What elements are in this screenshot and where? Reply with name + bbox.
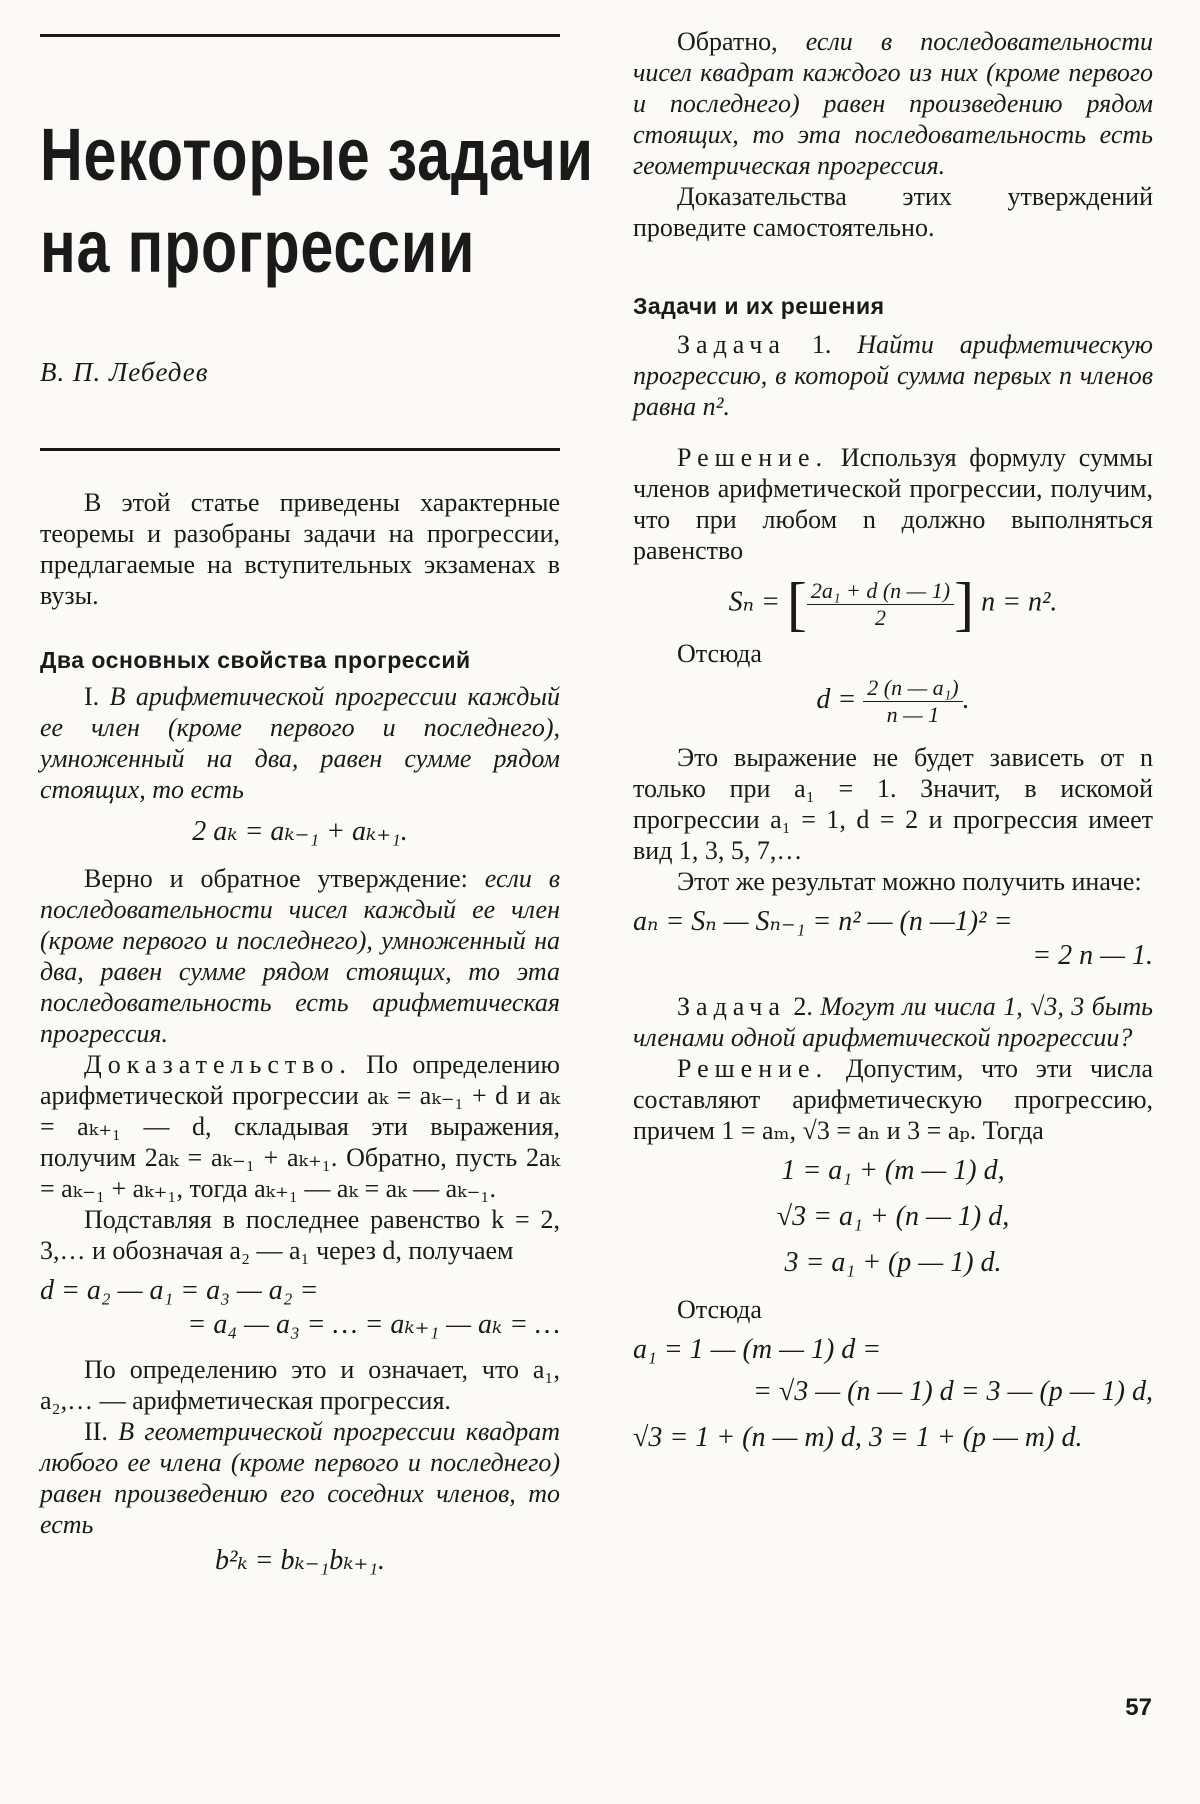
proof-paragraph bbox=[40, 1049, 560, 1204]
solution-2 bbox=[633, 1053, 1153, 1146]
formula-d bbox=[633, 675, 1153, 728]
formula-d-fraction bbox=[863, 675, 962, 728]
converse-1-lead: Верно и обратное утверждение: bbox=[84, 864, 485, 893]
left-column bbox=[40, 0, 594, 1578]
formula-sum-fraction bbox=[807, 578, 954, 631]
formula-d-line-2: = a₄ — a₃ = … = aₖ₊₁ — aₖ = … bbox=[187, 1309, 560, 1340]
task-2-text: Могут ли числа 1, √3, 3 быть членами одной арифметической прогрессии? bbox=[633, 992, 1154, 1052]
proof-exercise: Доказательства этих утверждений проведите самостоятельно. bbox=[633, 182, 1153, 242]
formula-an-line-1: aₙ = Sₙ — Sₙ₋₁ = n² — (n —1)² = bbox=[633, 906, 1013, 937]
formula-arith-property: 2 aₖ = aₖ₋₁ + aₖ₊₁. bbox=[192, 816, 408, 847]
right-bracket: ] bbox=[954, 571, 975, 637]
task-1 bbox=[633, 329, 1153, 422]
task-1-label: Задача bbox=[677, 330, 786, 359]
converse-2-text: если в последовательности чисел квадрат каждого из них (кроме первого и последнего) равен произведению рядом стоящих, то эта последовательность есть геометрическая прогрессия. bbox=[633, 27, 1153, 180]
solution-1 bbox=[633, 442, 1153, 566]
solution-1-label: Решение. bbox=[677, 443, 829, 472]
converse-1 bbox=[40, 863, 560, 1049]
property-1-lead: I. bbox=[84, 682, 110, 711]
property-2-text: В геометрической прогрессии квадрат любого ее члена (кроме первого и последнего) равен произведению его соседних членов, то есть bbox=[40, 1417, 560, 1539]
task-2-label: Задача bbox=[677, 992, 786, 1021]
formula-a1-line-1: a₁ = 1 — (m — 1) d = bbox=[633, 1334, 882, 1365]
left-bracket: [ bbox=[786, 571, 807, 637]
converse-2 bbox=[633, 26, 1153, 181]
alternative-paragraph: Этот же результат можно получить иначе: bbox=[677, 867, 1142, 896]
property-2 bbox=[40, 1416, 560, 1540]
formula-system-3: 3 = a₁ + (p — 1) d. bbox=[784, 1247, 1002, 1278]
formula-sum bbox=[633, 571, 1153, 637]
formula-final: √3 = 1 + (n — m) d, 3 = 1 + (p — m) d. bbox=[633, 1422, 1083, 1453]
hence-1: Отсюда bbox=[677, 639, 762, 668]
formula-d-lhs: d = bbox=[816, 683, 857, 715]
formula-sum-lhs: Sₙ = bbox=[728, 586, 780, 618]
property-1-text: В арифметической прогрессии каждый ее член (кроме первого и последнего), умноженный на два, равен сумме рядом стоящих, то есть bbox=[40, 682, 560, 804]
solution-1-text: Используя формулу суммы членов арифметической прогрессии, получим, что при любом n должно выполняться равенство bbox=[633, 443, 1153, 565]
converse-1-text: если в последовательности чисел каждый ее член (кроме первого и последнего), умноженный на два, равен сумме рядом стоящих, то эта последовательность есть арифметическая прогрессия. bbox=[40, 864, 560, 1048]
proof-label: Доказательство. bbox=[84, 1050, 352, 1079]
task-1-number: 1. bbox=[785, 330, 858, 359]
top-rule bbox=[40, 34, 560, 37]
section-heading-tasks: Задачи и их решения bbox=[633, 293, 885, 319]
page-number: 57 bbox=[1125, 1694, 1152, 1721]
substitution-paragraph: Подставляя в последнее равенство k = 2, 3,… и обозначая a₂ — a₁ через d, получаем bbox=[40, 1205, 560, 1265]
task-2-number: 2. bbox=[785, 992, 821, 1021]
property-2-lead: II. bbox=[84, 1417, 119, 1446]
intro-paragraph: В этой статье приведены характерные теоремы и разобраны задачи на прогрессии, предлагаемые на вступительных экзаменах в вузы. bbox=[40, 488, 560, 610]
author: В. П. Лебедев bbox=[40, 357, 209, 387]
formula-d-numerator: 2 (n — a₁) bbox=[863, 675, 962, 702]
title-line-1: Некоторые задачи bbox=[40, 113, 594, 196]
formula-sum-denominator: 2 bbox=[874, 604, 886, 630]
solution-2-label: Решение. bbox=[677, 1054, 829, 1083]
proof-text: По определению арифметической прогрессии aₖ = aₖ₋₁ + d и aₖ = aₖ₊₁ — d, складывая эти выражения, получим 2aₖ = aₖ₋₁ + aₖ₊₁. Обратно, пусть 2aₖ = aₖ₋₁ + aₖ₊₁, тогда aₖ₊₁ — aₖ = aₖ — aₖ₋₁. bbox=[40, 1050, 560, 1203]
formula-d-end: . bbox=[962, 683, 970, 715]
formula-system-2: √3 = a₁ + (n — 1) d, bbox=[776, 1201, 1010, 1232]
task-2 bbox=[633, 991, 1153, 1053]
converse-2-lead: Обратно, bbox=[677, 27, 806, 56]
formula-system-1: 1 = a₁ + (m — 1) d, bbox=[781, 1155, 1005, 1186]
formula-an-line-2: = 2 n — 1. bbox=[1032, 940, 1153, 971]
hence-2: Отсюда bbox=[677, 1295, 762, 1324]
author-rule bbox=[40, 448, 560, 451]
definition-paragraph: По определению это и означает, что a₁, a₂,… — арифметическая прогрессия. bbox=[40, 1355, 560, 1415]
property-1 bbox=[40, 681, 560, 805]
solution-2-text: Допустим, что эти числа составляют арифметическую прогрессию, причем 1 = aₘ, √3 = aₙ и 3 = aₚ. Тогда bbox=[633, 1054, 1153, 1145]
formula-sum-rhs: n = n². bbox=[981, 586, 1058, 618]
formula-d-denominator: n — 1 bbox=[886, 702, 940, 727]
formula-d-line-1: d = a₂ — a₁ = a₃ — a₂ = bbox=[40, 1275, 319, 1306]
right-column bbox=[633, 26, 1153, 1455]
task-1-text: Найти арифметическую прогрессию, в которой сумма первых n членов равна n². bbox=[633, 330, 1153, 421]
expression-paragraph: Это выражение не будет зависеть от n только при a₁ = 1. Значит, в искомой прогрессии a₁ = 1, d = 2 и прогрессия имеет вид 1, 3, 5, 7,… bbox=[633, 743, 1153, 865]
article-title bbox=[40, 109, 594, 297]
formula-sum-numerator: 2a₁ + d (n — 1) bbox=[807, 578, 954, 605]
section-heading-properties: Два основных свойства прогрессий bbox=[40, 647, 471, 673]
formula-a1-line-2: = √3 — (n — 1) d = 3 — (p — 1) d, bbox=[752, 1376, 1153, 1407]
formula-geom-property: b²ₖ = bₖ₋₁bₖ₊₁. bbox=[215, 1545, 385, 1576]
title-line-2: на прогрессии bbox=[40, 205, 476, 288]
